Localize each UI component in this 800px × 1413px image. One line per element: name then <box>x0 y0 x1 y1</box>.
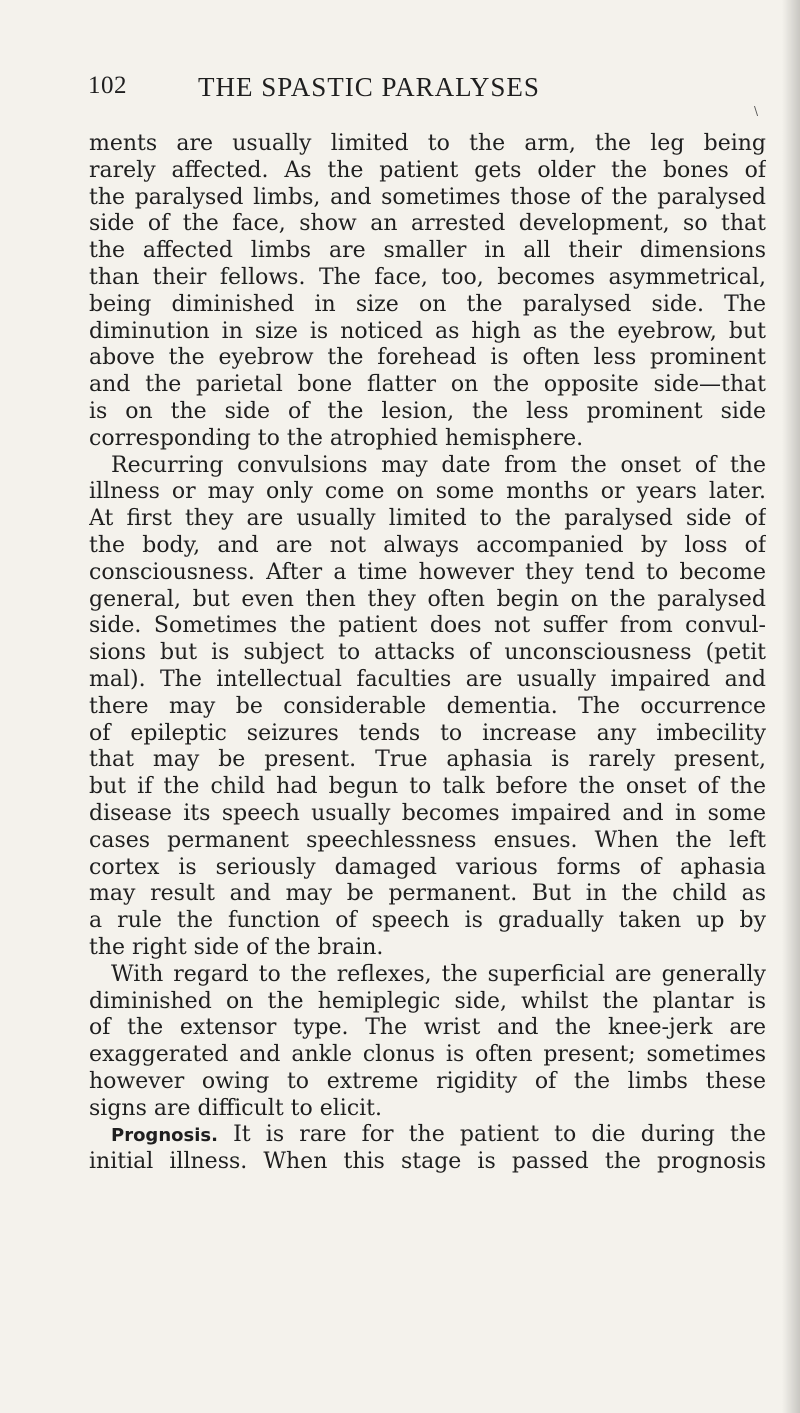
text-line: the right side of the brain. <box>89 934 384 960</box>
text-line: the affected limbs are smaller in all their dimensions <box>89 238 766 264</box>
text-line: general, but even then they often begin on the paralysed <box>89 586 766 612</box>
text-line: consciousness. After a time however they tend to become <box>89 559 766 585</box>
running-head <box>88 72 768 118</box>
scan-mark: \ <box>754 104 759 118</box>
page-number: 102 <box>88 72 127 99</box>
text-line: than their fellows. The face, too, becomes asymmetrical, <box>89 264 766 290</box>
text-line: side. Sometimes the patient does not suffer from convul- <box>89 613 766 639</box>
text-line: being diminished in size on the paralysed side. The <box>89 291 766 317</box>
text-line: cortex is seriously damaged various forms of aphasia <box>89 854 766 880</box>
text-line: diminution in size is noticed as high as the eyebrow, but <box>89 318 766 344</box>
page-edge-shadow <box>782 0 800 1413</box>
text-line: that may be present. True aphasia is rarely present, <box>89 747 766 773</box>
text-line: diminished on the hemiplegic side, whilst the plantar is <box>89 988 766 1014</box>
body-text <box>89 131 766 1176</box>
text-line: signs are difficult to elicit. <box>89 1095 383 1121</box>
text-line: Recurring convulsions may date from the onset of the <box>111 452 766 478</box>
text-line: the body, and are not always accompanied by loss of <box>89 532 766 558</box>
text-line: disease its speech usually becomes impaired and in some <box>89 800 766 826</box>
text-line: a rule the function of speech is gradually taken up by <box>89 908 766 934</box>
text-line: illness or may only come on some months or years later. <box>89 479 766 505</box>
text-line: above the eyebrow the forehead is often less prominent <box>89 345 766 371</box>
text-line: rarely affected. As the patient gets older the bones of <box>89 157 766 183</box>
text-line: side of the face, show an arrested development, so that <box>89 211 766 237</box>
text-line: the paralysed limbs, and sometimes those of the paralysed <box>89 184 766 210</box>
text-line: corresponding to the atrophied hemisphere. <box>89 425 584 451</box>
text-line: ments are usually limited to the arm, the leg being <box>89 131 766 156</box>
text-line: but if the child had begun to talk before the onset of the <box>89 774 766 800</box>
text-line: may result and may be permanent. But in the child as <box>89 881 766 907</box>
text-line: mal). The intellectual faculties are usually impaired and <box>89 666 766 692</box>
text-line: sions but is subject to attacks of unconsciousness (petit <box>89 640 766 666</box>
prognosis-text: It is rare for the patient to die during the <box>233 1122 766 1148</box>
prognosis-line <box>89 1122 766 1149</box>
text-line: cases permanent speechlessness ensues. When the left <box>89 827 766 853</box>
prognosis-heading: Prognosis. <box>111 1125 218 1147</box>
running-title: THE SPASTIC PARALYSES <box>198 72 540 102</box>
text-line: With regard to the reflexes, the superficial are generally <box>111 961 766 987</box>
text-line: At first they are usually limited to the paralysed side of <box>89 506 766 532</box>
text-line: exaggerated and ankle clonus is often present; sometimes <box>89 1042 766 1068</box>
text-line: however owing to extreme rigidity of the limbs these <box>89 1068 766 1094</box>
text-line: initial illness. When this stage is passed the prognosis <box>89 1149 766 1175</box>
text-line: of epileptic seizures tends to increase any imbecility <box>89 720 766 746</box>
text-line: there may be considerable dementia. The occurrence <box>89 693 766 719</box>
text-line: is on the side of the lesion, the less prominent side <box>89 398 766 424</box>
text-line: and the parietal bone flatter on the opposite side—that <box>89 372 766 398</box>
text-line: of the extensor type. The wrist and the knee-jerk are <box>89 1015 766 1041</box>
